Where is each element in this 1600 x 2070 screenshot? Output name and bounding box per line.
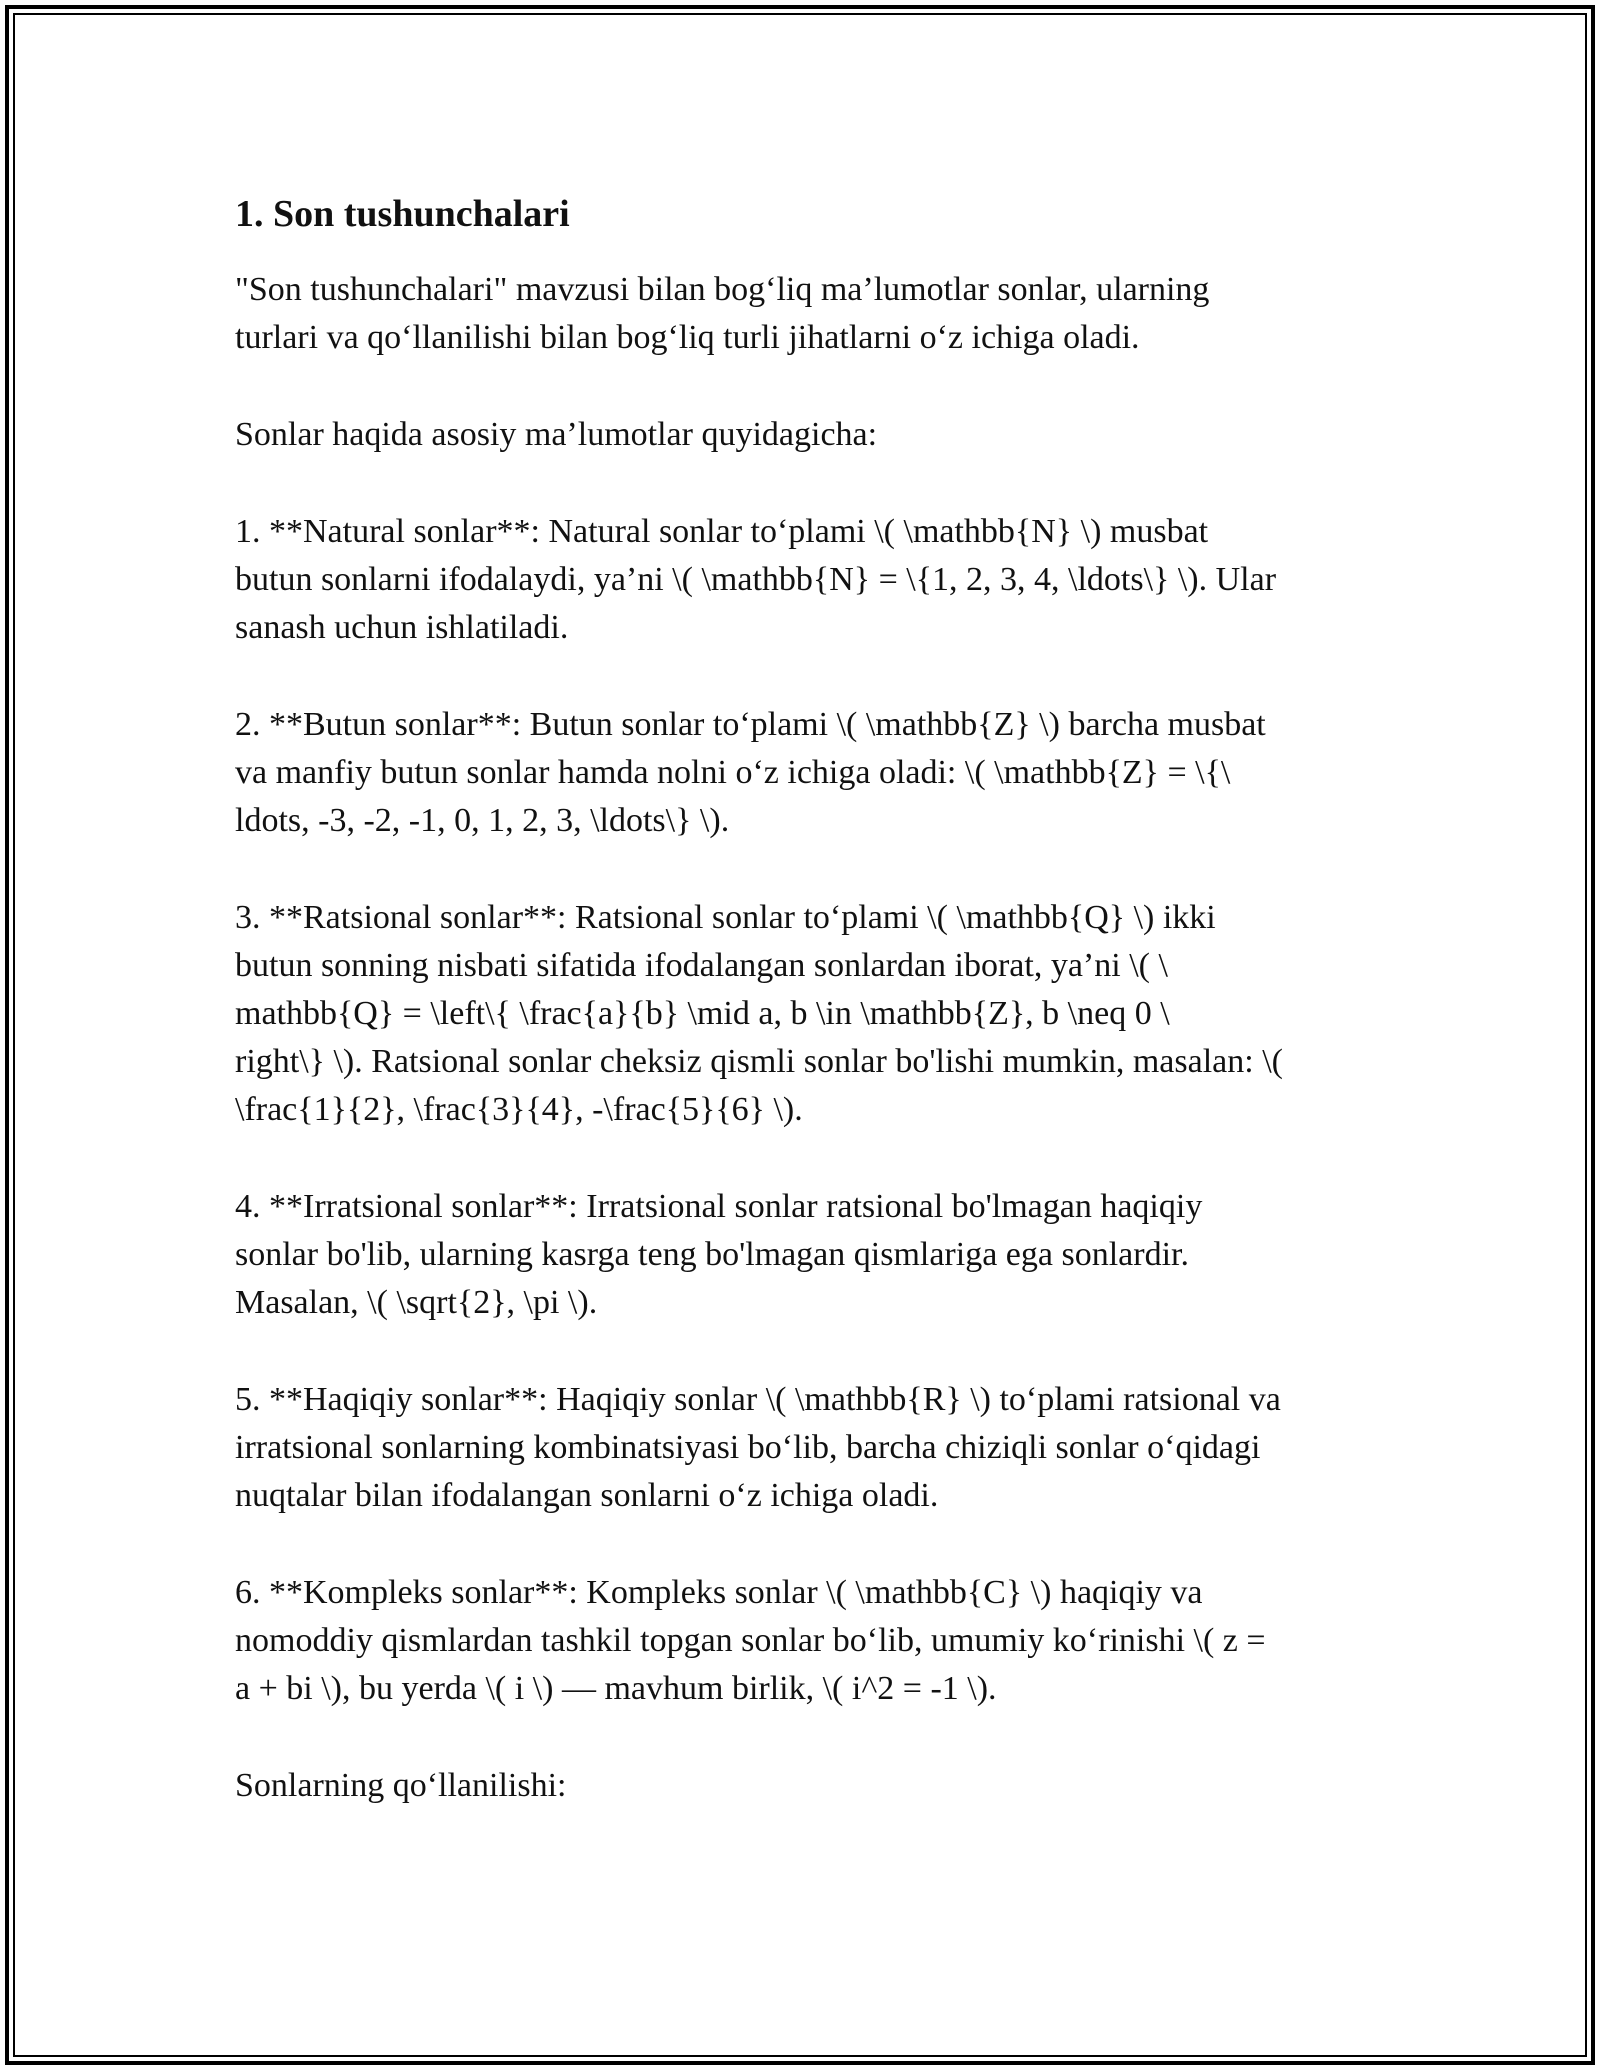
document-body <box>235 186 1385 1859</box>
natural-numbers-paragraph: 1. **Natural sonlar**: Natural sonlar to‘plami \( \mathbb{N} \) musbat butun sonlarni ifodalaydi, ya’ni \( \mathbb{N} = \{1, 2, 3, 4, \ldots\} \). Ular sanash uchun ishlatiladi. <box>235 513 1277 646</box>
rational-numbers-paragraph: 3. **Ratsional sonlar**: Ratsional sonlar to‘plami \( \mathbb{Q} \) ikki butun sonning nisbati sifatida ifodalangan sonlardan iborat, ya’ni \( \ mathbb{Q} = \left\{ \frac{a}{b} \mid a, b \in \mathbb{Z}, b \neq 0 \ right\} \). Ratsional sonlar cheksiz qismli sonlar bo'lishi mumkin, masalan: \( \frac{1}{2}, \frac{3}{4}, -\frac{5}{6} \). <box>235 899 1283 1128</box>
intro-paragraph: "Son tushunchalari" mavzusi bilan bog‘liq ma’lumotlar sonlar, ularning turlari va qo‘llanilishi bilan bog‘liq turli jihatlarni o‘z ichiga oladi. <box>235 271 1210 356</box>
irrational-numbers-paragraph: 4. **Irratsional sonlar**: Irratsional sonlar ratsional bo'lmagan haqiqiy sonlar bo'lib, ularning kasrga teng bo'lmagan qismlariga ega sonlardir. Masalan, \( \sqrt{2}, \pi \). <box>235 1188 1203 1321</box>
real-numbers-paragraph: 5. **Haqiqiy sonlar**: Haqiqiy sonlar \( \mathbb{R} \) to‘plami ratsional va irratsional sonlarning kombinatsiyasi bo‘lib, barcha chiziqli sonlar o‘qidagi nuqtalar bilan ifodalangan sonlarni o‘z ichiga oladi. <box>235 1381 1281 1514</box>
applications-paragraph: Sonlarning qo‘llanilishi: <box>235 1767 567 1804</box>
overview-paragraph: Sonlar haqida asosiy ma’lumotlar quyidagicha: <box>235 416 878 453</box>
integers-paragraph: 2. **Butun sonlar**: Butun sonlar to‘plami \( \mathbb{Z} \) barcha musbat va manfiy butun sonlar hamda nolni o‘z ichiga oladi: \( \mathbb{Z} = \{\ ldots, -3, -2, -1, 0, 1, 2, 3, \ldots\} \). <box>235 706 1266 839</box>
complex-numbers-paragraph: 6. **Kompleks sonlar**: Kompleks sonlar \( \mathbb{C} \) haqiqiy va nomoddiy qismlardan tashkil topgan sonlar bo‘lib, umumiy ko‘rinishi \( z = a + bi \), bu yerda \( i \) — mavhum birlik, \( i^2 = -1 \). <box>235 1574 1266 1707</box>
section-heading: 1. Son tushunchalari <box>235 193 570 235</box>
